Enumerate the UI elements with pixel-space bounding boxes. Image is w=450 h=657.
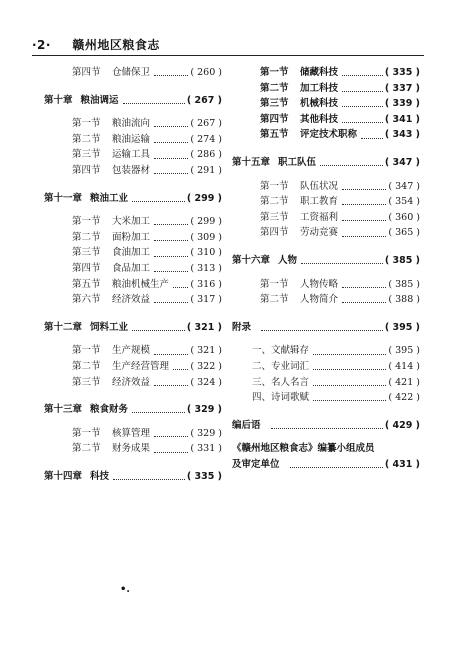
section-number: 第五节 <box>72 278 101 290</box>
spacer <box>232 308 420 320</box>
chapter-number: 第十四章 <box>44 470 83 482</box>
dot-leader <box>132 330 185 331</box>
section-number: 第二节 <box>72 443 101 455</box>
page-reference: ( 310 ) <box>190 247 222 259</box>
dot-leader <box>123 103 185 104</box>
appendix-title: 三、名人名言 <box>252 376 310 388</box>
chapter-number: 第十三章 <box>44 404 83 416</box>
section-title: 加工科技 <box>300 82 339 94</box>
spacer <box>232 269 420 277</box>
toc-section-entry[interactable] <box>44 343 222 359</box>
page-reference: ( 354 ) <box>388 196 420 208</box>
spacer <box>232 406 420 418</box>
section-number: 第二节 <box>260 294 289 306</box>
page-reference: ( 421 ) <box>388 376 420 388</box>
toc-chapter-entry[interactable] <box>44 93 222 109</box>
section-title: 食品加工 <box>112 262 151 274</box>
chapter-number: 编后语 <box>232 419 261 431</box>
dot-leader <box>313 400 386 401</box>
entry-title: 《赣州地区粮食志》编纂小组成员 <box>232 443 375 455</box>
dot-leader <box>173 287 188 288</box>
section-number: 第三节 <box>260 211 289 223</box>
dot-leader <box>154 452 188 453</box>
toc-chapter-entry[interactable] <box>232 253 420 269</box>
dot-leader <box>132 412 185 413</box>
section-title: 评定技术职称 <box>300 129 358 141</box>
toc-section-entry[interactable] <box>232 277 420 293</box>
toc-section-entry[interactable] <box>44 147 222 163</box>
dot-leader <box>154 256 188 257</box>
dot-leader <box>320 165 383 166</box>
dot-leader <box>154 436 188 437</box>
toc-section-entry[interactable] <box>232 81 420 97</box>
section-number: 第二节 <box>72 231 101 243</box>
toc-section-entry[interactable] <box>44 230 222 246</box>
page-reference: ( 343 ) <box>384 129 420 141</box>
section-title: 生产经营管理 <box>112 360 170 372</box>
spacer <box>232 433 420 441</box>
section-title: 经济效益 <box>112 376 151 388</box>
dot-leader <box>154 126 188 127</box>
chapter-title: 饲料工业 <box>90 321 129 333</box>
section-title: 工资福利 <box>300 211 339 223</box>
toc-section-entry[interactable] <box>44 245 222 261</box>
page-reference: ( 313 ) <box>190 262 222 274</box>
page-reference: ( 395 ) <box>388 345 420 357</box>
dot-leader <box>301 263 383 264</box>
section-number: 第一节 <box>260 180 289 192</box>
toc-chapter-entry[interactable] <box>44 402 222 418</box>
section-number: 第一节 <box>72 118 101 130</box>
dot-leader <box>342 189 386 190</box>
dot-leader <box>361 138 383 139</box>
appendix-title: 一、文献辑存 <box>252 345 310 357</box>
page-reference: ( 335 ) <box>186 470 222 482</box>
toc-section-entry[interactable] <box>232 292 420 308</box>
appendix-title: 二、专业词汇 <box>252 360 310 372</box>
toc-right-column <box>232 65 420 472</box>
section-title: 经济效益 <box>112 294 151 306</box>
page-reference: ( 331 ) <box>190 443 222 455</box>
page-reference: ( 324 ) <box>190 376 222 388</box>
page-reference: ( 267 ) <box>190 118 222 130</box>
toc-section-entry[interactable] <box>44 359 222 375</box>
dot-leader <box>313 385 386 386</box>
toc-plain-entry[interactable] <box>232 441 420 457</box>
section-title: 职工教育 <box>300 196 339 208</box>
page-reference: ( 347 ) <box>388 180 420 192</box>
toc-chapter-entry[interactable] <box>232 320 420 336</box>
toc-section-entry[interactable] <box>232 210 420 226</box>
toc-chapter-entry[interactable] <box>232 457 420 473</box>
page-mark: •. <box>120 584 130 595</box>
page-reference: ( 316 ) <box>190 278 222 290</box>
page-reference: ( 329 ) <box>190 427 222 439</box>
chapter-number: 附录 <box>232 321 252 333</box>
dot-leader <box>154 75 188 76</box>
section-title: 人物简介 <box>300 294 339 306</box>
toc-chapter-entry[interactable] <box>44 191 222 207</box>
section-number: 第一节 <box>260 67 289 78</box>
page-reference: ( 385 ) <box>384 254 420 266</box>
chapter-title: 职工队伍 <box>278 156 317 168</box>
toc-section-entry[interactable] <box>232 225 420 241</box>
page-reference: ( 299 ) <box>190 216 222 228</box>
toc-section-entry[interactable] <box>44 441 222 457</box>
spacer <box>232 241 420 253</box>
section-title: 人物传略 <box>300 278 339 290</box>
toc-section-entry[interactable] <box>44 426 222 442</box>
dot-leader <box>154 302 188 303</box>
section-number: 第四节 <box>72 67 101 78</box>
page-reference: ( 388 ) <box>388 294 420 306</box>
spacer <box>44 81 222 93</box>
spacer <box>232 143 420 155</box>
section-number: 第六节 <box>72 294 101 306</box>
toc-section-entry[interactable] <box>44 116 222 132</box>
section-title: 财务成果 <box>112 443 151 455</box>
toc-section-entry[interactable] <box>232 96 420 112</box>
section-number: 第一节 <box>260 278 289 290</box>
page-number: ·2· <box>32 38 51 52</box>
dot-leader <box>154 173 188 174</box>
toc-appendix-entry[interactable] <box>232 359 420 375</box>
dot-leader <box>342 236 386 237</box>
spacer <box>232 335 420 343</box>
dot-leader <box>342 204 386 205</box>
toc-left-column <box>44 65 222 484</box>
chapter-number: 第十一章 <box>44 192 83 204</box>
page-reference: ( 360 ) <box>388 211 420 223</box>
dot-leader <box>313 354 386 355</box>
toc-section-entry[interactable] <box>44 261 222 277</box>
toc-section-entry[interactable] <box>44 292 222 308</box>
dot-leader <box>154 271 188 272</box>
appendix-title: 四、诗词歌赋 <box>252 392 310 404</box>
section-number: 第一节 <box>72 216 101 228</box>
toc-chapter-entry[interactable] <box>232 155 420 171</box>
dot-leader <box>132 201 185 202</box>
chapter-number: 第十六章 <box>232 254 271 266</box>
spacer <box>44 179 222 191</box>
page-reference: ( 260 ) <box>190 67 222 78</box>
toc-appendix-entry[interactable] <box>232 343 420 359</box>
toc-section-entry[interactable] <box>44 277 222 293</box>
page-reference: ( 274 ) <box>190 133 222 145</box>
spacer <box>44 335 222 343</box>
section-title: 队伍状况 <box>300 180 339 192</box>
section-title: 储藏科技 <box>300 67 339 78</box>
section-title: 运输工具 <box>112 149 151 161</box>
spacer <box>44 418 222 426</box>
page-reference: ( 365 ) <box>388 227 420 239</box>
page-reference: ( 286 ) <box>190 149 222 161</box>
section-title: 其他科技 <box>300 113 339 125</box>
section-title: 包装器材 <box>112 164 151 176</box>
page-reference: ( 291 ) <box>190 164 222 176</box>
chapter-number: 第十章 <box>44 94 73 106</box>
dot-leader <box>154 240 188 241</box>
section-number: 第一节 <box>72 427 101 439</box>
toc-section-entry[interactable] <box>232 65 420 81</box>
dot-leader <box>342 287 386 288</box>
chapter-title: 人物 <box>278 254 298 266</box>
chapter-number: 第十五章 <box>232 156 271 168</box>
chapter-number: 及审定单位 <box>232 458 280 470</box>
toc-chapter-entry[interactable] <box>44 469 222 485</box>
section-title: 粮油运输 <box>112 133 151 145</box>
toc-section-entry[interactable] <box>44 65 222 81</box>
section-title: 大米加工 <box>112 216 151 228</box>
toc-section-entry[interactable] <box>44 214 222 230</box>
page-reference: ( 414 ) <box>388 360 420 372</box>
page-header <box>32 36 424 53</box>
section-title: 面粉加工 <box>112 231 151 243</box>
page-reference: ( 321 ) <box>186 321 222 333</box>
dot-leader <box>154 158 188 159</box>
spacer <box>44 108 222 116</box>
toc-section-entry[interactable] <box>232 194 420 210</box>
dot-leader <box>154 354 188 355</box>
section-number: 第一节 <box>72 345 101 357</box>
section-number: 第三节 <box>260 98 289 110</box>
page-reference: ( 309 ) <box>190 231 222 243</box>
section-title: 粮油流向 <box>112 118 151 130</box>
dot-leader <box>154 385 188 386</box>
page-reference: ( 329 ) <box>186 404 222 416</box>
page-reference: ( 429 ) <box>384 419 420 431</box>
section-number: 第四节 <box>72 164 101 176</box>
book-title: 赣州地区粮食志 <box>72 38 160 52</box>
toc-section-entry[interactable] <box>232 127 420 143</box>
section-number: 第三节 <box>72 149 101 161</box>
page-reference: ( 385 ) <box>388 278 420 290</box>
toc-appendix-entry[interactable] <box>232 390 420 406</box>
dot-leader <box>261 330 383 331</box>
dot-leader <box>173 369 188 370</box>
chapter-number: 第十二章 <box>44 321 83 333</box>
chapter-title: 粮油调运 <box>80 94 119 106</box>
page-reference: ( 339 ) <box>384 98 420 110</box>
dot-leader <box>154 224 188 225</box>
chapter-title: 粮食财务 <box>90 404 129 416</box>
toc-appendix-entry[interactable] <box>232 375 420 391</box>
toc-section-entry[interactable] <box>44 163 222 179</box>
section-title: 劳动竞赛 <box>300 227 339 239</box>
section-title: 生产规模 <box>112 345 151 357</box>
section-number: 第五节 <box>260 129 289 141</box>
page-reference: ( 317 ) <box>190 294 222 306</box>
toc-chapter-entry[interactable] <box>232 418 420 434</box>
toc-section-entry[interactable] <box>232 179 420 195</box>
dot-leader <box>313 369 386 370</box>
page-reference: ( 322 ) <box>190 360 222 372</box>
page-reference: ( 341 ) <box>384 113 420 125</box>
toc-section-entry[interactable] <box>44 375 222 391</box>
page-reference: ( 395 ) <box>384 321 420 333</box>
section-number: 第二节 <box>260 196 289 208</box>
dot-leader <box>342 302 386 303</box>
spacer <box>44 457 222 469</box>
spacer <box>44 390 222 402</box>
dot-leader <box>342 106 383 107</box>
section-number: 第二节 <box>260 82 289 94</box>
section-title: 仓储保卫 <box>112 67 151 78</box>
page-reference: ( 335 ) <box>384 67 420 78</box>
toc-chapter-entry[interactable] <box>44 320 222 336</box>
dot-leader <box>113 479 185 480</box>
spacer <box>44 308 222 320</box>
section-number: 第四节 <box>72 262 101 274</box>
dot-leader <box>154 142 188 143</box>
page-reference: ( 347 ) <box>384 156 420 168</box>
spacer <box>44 206 222 214</box>
section-number: 第三节 <box>72 247 101 259</box>
page-reference: ( 337 ) <box>384 82 420 94</box>
page-reference: ( 299 ) <box>186 192 222 204</box>
dot-leader <box>342 75 383 76</box>
section-number: 第二节 <box>72 360 101 372</box>
section-title: 核算管理 <box>112 427 151 439</box>
spacer <box>232 171 420 179</box>
page-reference: ( 267 ) <box>186 94 222 106</box>
dot-leader <box>342 220 386 221</box>
chapter-title: 粮油工业 <box>90 192 129 204</box>
section-number: 第三节 <box>72 376 101 388</box>
toc-section-entry[interactable] <box>232 112 420 128</box>
section-title: 粮油机械生产 <box>112 278 170 290</box>
page-reference: ( 422 ) <box>388 392 420 404</box>
page-reference: ( 431 ) <box>384 458 420 470</box>
header-rule <box>32 55 424 56</box>
section-title: 机械科技 <box>300 98 339 110</box>
section-number: 第二节 <box>72 133 101 145</box>
dot-leader <box>290 467 383 468</box>
section-number: 第四节 <box>260 227 289 239</box>
dot-leader <box>342 91 383 92</box>
section-title: 食油加工 <box>112 247 151 259</box>
toc-section-entry[interactable] <box>44 132 222 148</box>
dot-leader <box>342 122 383 123</box>
section-number: 第四节 <box>260 113 289 125</box>
dot-leader <box>271 428 383 429</box>
chapter-title: 科技 <box>90 470 110 482</box>
page-reference: ( 321 ) <box>190 345 222 357</box>
